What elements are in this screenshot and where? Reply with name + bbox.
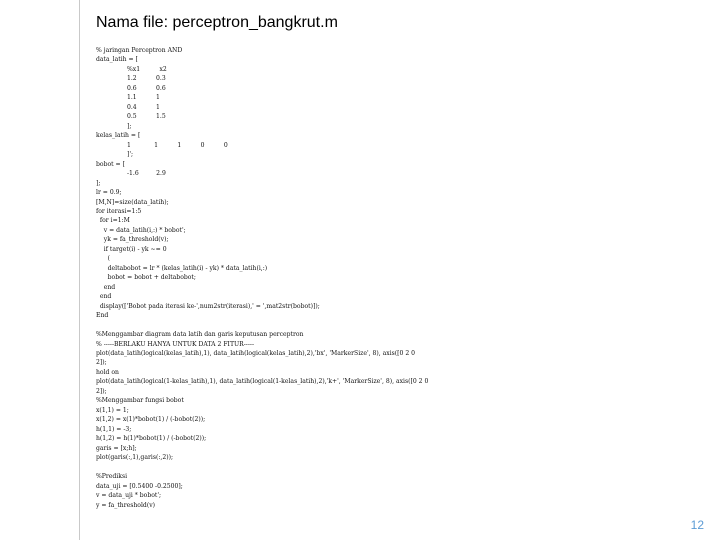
slide-title: Nama file: perceptron_bangkrut.m — [96, 14, 338, 31]
slide-left-rule — [79, 0, 80, 540]
matlab-code-block: % jaringan Perceptron AND data_latih = [ %x1 x2 1.2 0.3 0.6 0.6 1.1 1 0.4 1 0.5 1.5 ]; kelas_latih = [ 1 1 1 0 0 ]'; bobot = [ -1.6 2.9 ]; lr = 0.9; [M,N]=size(data_latih); for iterasi=1:5 for i=1:M v = data_latih(i,:) * bobot'; yk = fa_threshold(v); if target(i) - yk ~= 0 ( deltabobot = lr * (kelas_latih(i) - yk) * data_latih(i,:) bobot = bobot + deltabobot; end end display(['Bobot pada iterasi ke-',num2str(iterasi),' = ',mat2str(bobot)]); End %Menggambar diagram data latih dan garis keputusan perceptron % -----BERLAKU HANYA UNTUK DATA 2 FITUR----- plot(data_latih(logical(kelas_latih),1), data_latih(logical(kelas_latih),2),'bx', 'MarkerSize', 8), axis([0 2 0 2]); hold on plot(data_latih(logical(1-kelas_latih),1), data_latih(logical(1-kelas_latih),2),'k+', 'MarkerSize', 8), axis([0 2 0 2]); %Menggambar fungsi bobot x(1,1) = 1; x(1,2) = x(1)*bobot(1) / (-bobot(2)); h(1,1) = -3; h(1,2) = h(1)*bobot(1) / (-bobot(2)); garis = [x;h]; plot(garis(:,1),garis(:,2)); %Prediksi data_uji = [0.5400 -0.2500]; v = data_uji * bobot'; y = fa_threshold(v) — [96, 47, 429, 509]
page-number: 12 — [690, 518, 704, 532]
